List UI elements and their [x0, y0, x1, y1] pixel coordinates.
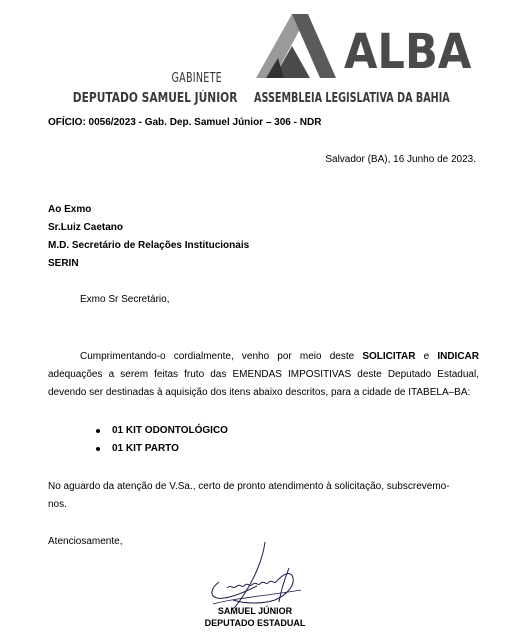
letterhead: [0, 0, 518, 112]
recipient-line: Ao Exmo: [48, 204, 92, 215]
signer-title: DEPUTADO ESTADUAL: [204, 618, 306, 628]
list-item: 01 KIT PARTO: [96, 440, 228, 458]
recipient-line: M.D. Secretário de Relações Institucionais: [48, 240, 250, 251]
items-list: [96, 422, 228, 458]
recipient-line: Sr.Luiz Caetano: [48, 222, 124, 233]
body-text: e: [415, 351, 438, 362]
alba-triangle-logo-icon: [248, 10, 338, 85]
body-emphasis: INDICAR: [437, 351, 479, 362]
closing-text: nos.: [48, 499, 67, 510]
body-emphasis: SOLICITAR: [362, 351, 416, 362]
list-item: 01 KIT ODONTOLÓGICO: [96, 422, 228, 440]
salutation: Exmo Sr Secretário,: [80, 294, 170, 305]
bullet-icon: [96, 429, 100, 433]
closing-text: No aguardo da atenção de V.Sa., certo de pronto atendimento à solicitação, subscrevemo-: [48, 481, 450, 492]
signer-name: SAMUEL JÚNIOR: [217, 606, 293, 616]
body-text: Cumprimentando-o cordialmente, venho por meio deste: [80, 351, 363, 362]
oficio-reference: OFÍCIO: 0056/2023 - Gab. Dep. Samuel Júnior – 306 - NDR: [48, 117, 322, 128]
letter-date: Salvador (BA), 16 Junho de 2023.: [325, 154, 476, 165]
body-paragraph: [48, 348, 479, 402]
body-text: adequações a serem feitas fruto das EMENDAS IMPOSITIVAS deste Deputado Estadual, devendo ser destinadas à aquisição dos itens abaixo descritos, para a cidade de ITABELA–BA:: [48, 369, 479, 398]
alba-logo-text: ALBA: [344, 24, 472, 80]
assembly-name: ASSEMBLEIA LEGISLATIVA DA BAHIA: [254, 91, 450, 106]
sign-off: Atenciosamente,: [48, 536, 123, 547]
gabinete-label: GABINETE: [171, 71, 222, 86]
recipient-line: SERIN: [48, 258, 79, 269]
deputy-name-header: DEPUTADO SAMUEL JÚNIOR: [72, 91, 238, 106]
bullet-icon: [96, 447, 100, 451]
